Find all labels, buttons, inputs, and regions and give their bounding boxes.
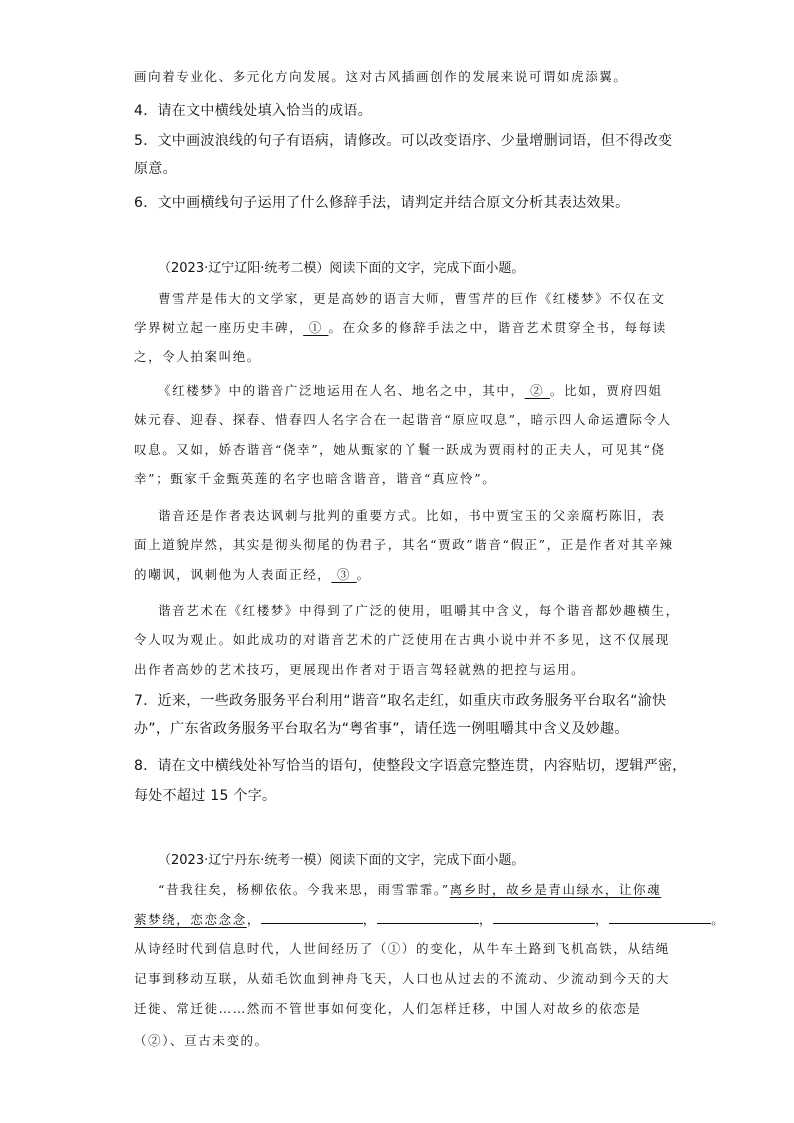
s2-p3-line-3-text-b: 。 (356, 567, 371, 582)
s3-line-6: （②）、亘古未变的。 (134, 1033, 269, 1048)
s2-p2-line-1-text-a: 《红楼梦》中的谐音广泛地运用在人名、地名之中，其中， (158, 383, 525, 398)
question-7-line-1: 7．近来，一些政务服务平台利用“谐音”取名走红，如重庆市政务服务平台取名“渝快 (134, 693, 667, 709)
section-2-source: （2023·辽宁辽阳·统考二模）阅读下面的文字，完成下面小题。 (158, 261, 525, 276)
s3-line-2 (134, 910, 725, 928)
question-8-line-1: 8．请在文中横线处补写恰当的语句，使整段文字语意完整连贯，内容贴切，逻辑严密， (134, 758, 687, 774)
s3-sep-1: ， (362, 912, 378, 927)
section-3-source: （2023·辽宁丹东·统考一模）阅读下面的文字，完成下面小题。 (158, 853, 525, 868)
answer-blank-4 (609, 911, 711, 924)
s2-p2-line-1 (158, 381, 663, 399)
blank-1: ① (303, 320, 329, 335)
s2-p1-line-2-text-b: 。在众多的修辞手法之中，谐音艺术贯穿全书，每每读 (328, 320, 667, 335)
passage-continuation-line: 画向着专业化、多元化方向发展。这对古风插画创作的发展来说可谓如虎添翼。 (134, 69, 628, 84)
s3-line-5: 迁徙、常迁徙……然而不管世事如何变化，人们怎样迁移，中国人对故乡的依恋是 (134, 1001, 642, 1016)
s3-sep-2: ， (479, 912, 494, 927)
s3-line-1 (158, 880, 661, 898)
question-4: 4．请在文中横线处填入恰当的成语。 (134, 103, 373, 119)
s2-p4-line-2: 令人叹为观止。如此成功的对谐音艺术的广泛使用在古典小说中并不多见，这不仅展现 (134, 632, 670, 647)
question-5-line-1: 5．文中画波浪线的句子有语病，请修改。可以改变语序、少量增删词语，但不得改变 (134, 133, 673, 149)
s2-p1-line-2-text-a: 学界树立起一座历史丰碑， (134, 320, 304, 335)
s2-p2-line-3: 叹息。又如，娇杏谐音“侥幸”，她从甄家的丫鬟一跃成为贾雨村的正夫人，可见其“侥 (134, 442, 666, 457)
s3-line-1-text-a: “昔我往矣，杨柳依依。今我来思，雨雪霏霏。” (158, 882, 450, 897)
s3-sep-0: ， (246, 912, 261, 927)
s2-p1-line-1: 曹雪芹是伟大的文学家，更是高妙的语言大师，曹雪芹的巨作《红楼梦》不仅在文 (158, 291, 666, 306)
blank-2: ② (524, 383, 550, 398)
s2-p2-line-1-text-b: 。比如，贾府四姐 (549, 383, 663, 398)
s3-line-4: 记事到移动互联，从茹毛饮血到神舟飞天，人口也从过去的不流动、少流动到今天的大 (134, 971, 670, 986)
question-8-line-2: 每处不超过 15 个字。 (134, 788, 277, 804)
s3-sep-3: ， (595, 912, 610, 927)
answer-blank-3 (493, 911, 595, 924)
question-7-line-2: 办”，广东省政务服务平台取名为“粤省事”，请任选一例咀嚼其中含义及妙趣。 (134, 721, 629, 737)
s2-p4-line-3: 出作者高妙的艺术技巧，更展现出作者对于语言驾轻就熟的把控与运用。 (134, 662, 586, 677)
question-6: 6．文中画横线句子运用了什么修辞手法，请判定并结合原文分析其表达效果。 (134, 195, 630, 211)
s2-p4-line-1: 谐音艺术在《红楼梦》中得到了广泛的使用，咀嚼其中含义，每个谐音都妙趣横生， (158, 603, 680, 618)
question-5-line-2: 原意。 (134, 161, 177, 177)
s2-p3-line-2: 面上道貌岸然，其实是彻头彻尾的伪君子，其名“贾政”谐音“假正”，正是作者对其辛辣 (134, 537, 674, 552)
s2-p3-line-1: 谐音还是作者表达讽刺与批判的重要方式。比如，书中贾宝玉的父亲腐朽陈旧，表 (158, 508, 666, 523)
s3-line-3: 从诗经时代到信息时代，人世间经历了（①）的变化，从牛车土路到飞机高铁，从结绳 (134, 941, 670, 956)
s2-p2-line-2: 妹元春、迎春、探春、惜春四人名字合在一起谐音“原应叹息”，暗示四人命运遭际令人 (134, 412, 672, 427)
s2-p3-line-3 (134, 565, 371, 583)
answer-blank-1 (261, 911, 363, 924)
answer-blank-2 (377, 911, 479, 924)
s2-p1-line-3: 之，令人拍案叫绝。 (134, 349, 261, 364)
s2-p1-line-2 (134, 318, 667, 336)
blank-3: ③ (331, 567, 357, 582)
s3-end: 。 (711, 912, 726, 927)
s2-p3-line-3-text-a: 的嘲讽，讽刺他为人表面正经， (134, 567, 332, 582)
s3-underlined-sentence-b: 萦梦绕，恋恋念念 (134, 912, 247, 927)
s2-p2-line-4: 幸”；甄家千金甄英莲的名字也暗含谐音，谐音“真应怜”。 (134, 471, 497, 486)
s3-underlined-sentence-a: 离乡时，故乡是青山绿水，让你魂 (449, 882, 662, 897)
